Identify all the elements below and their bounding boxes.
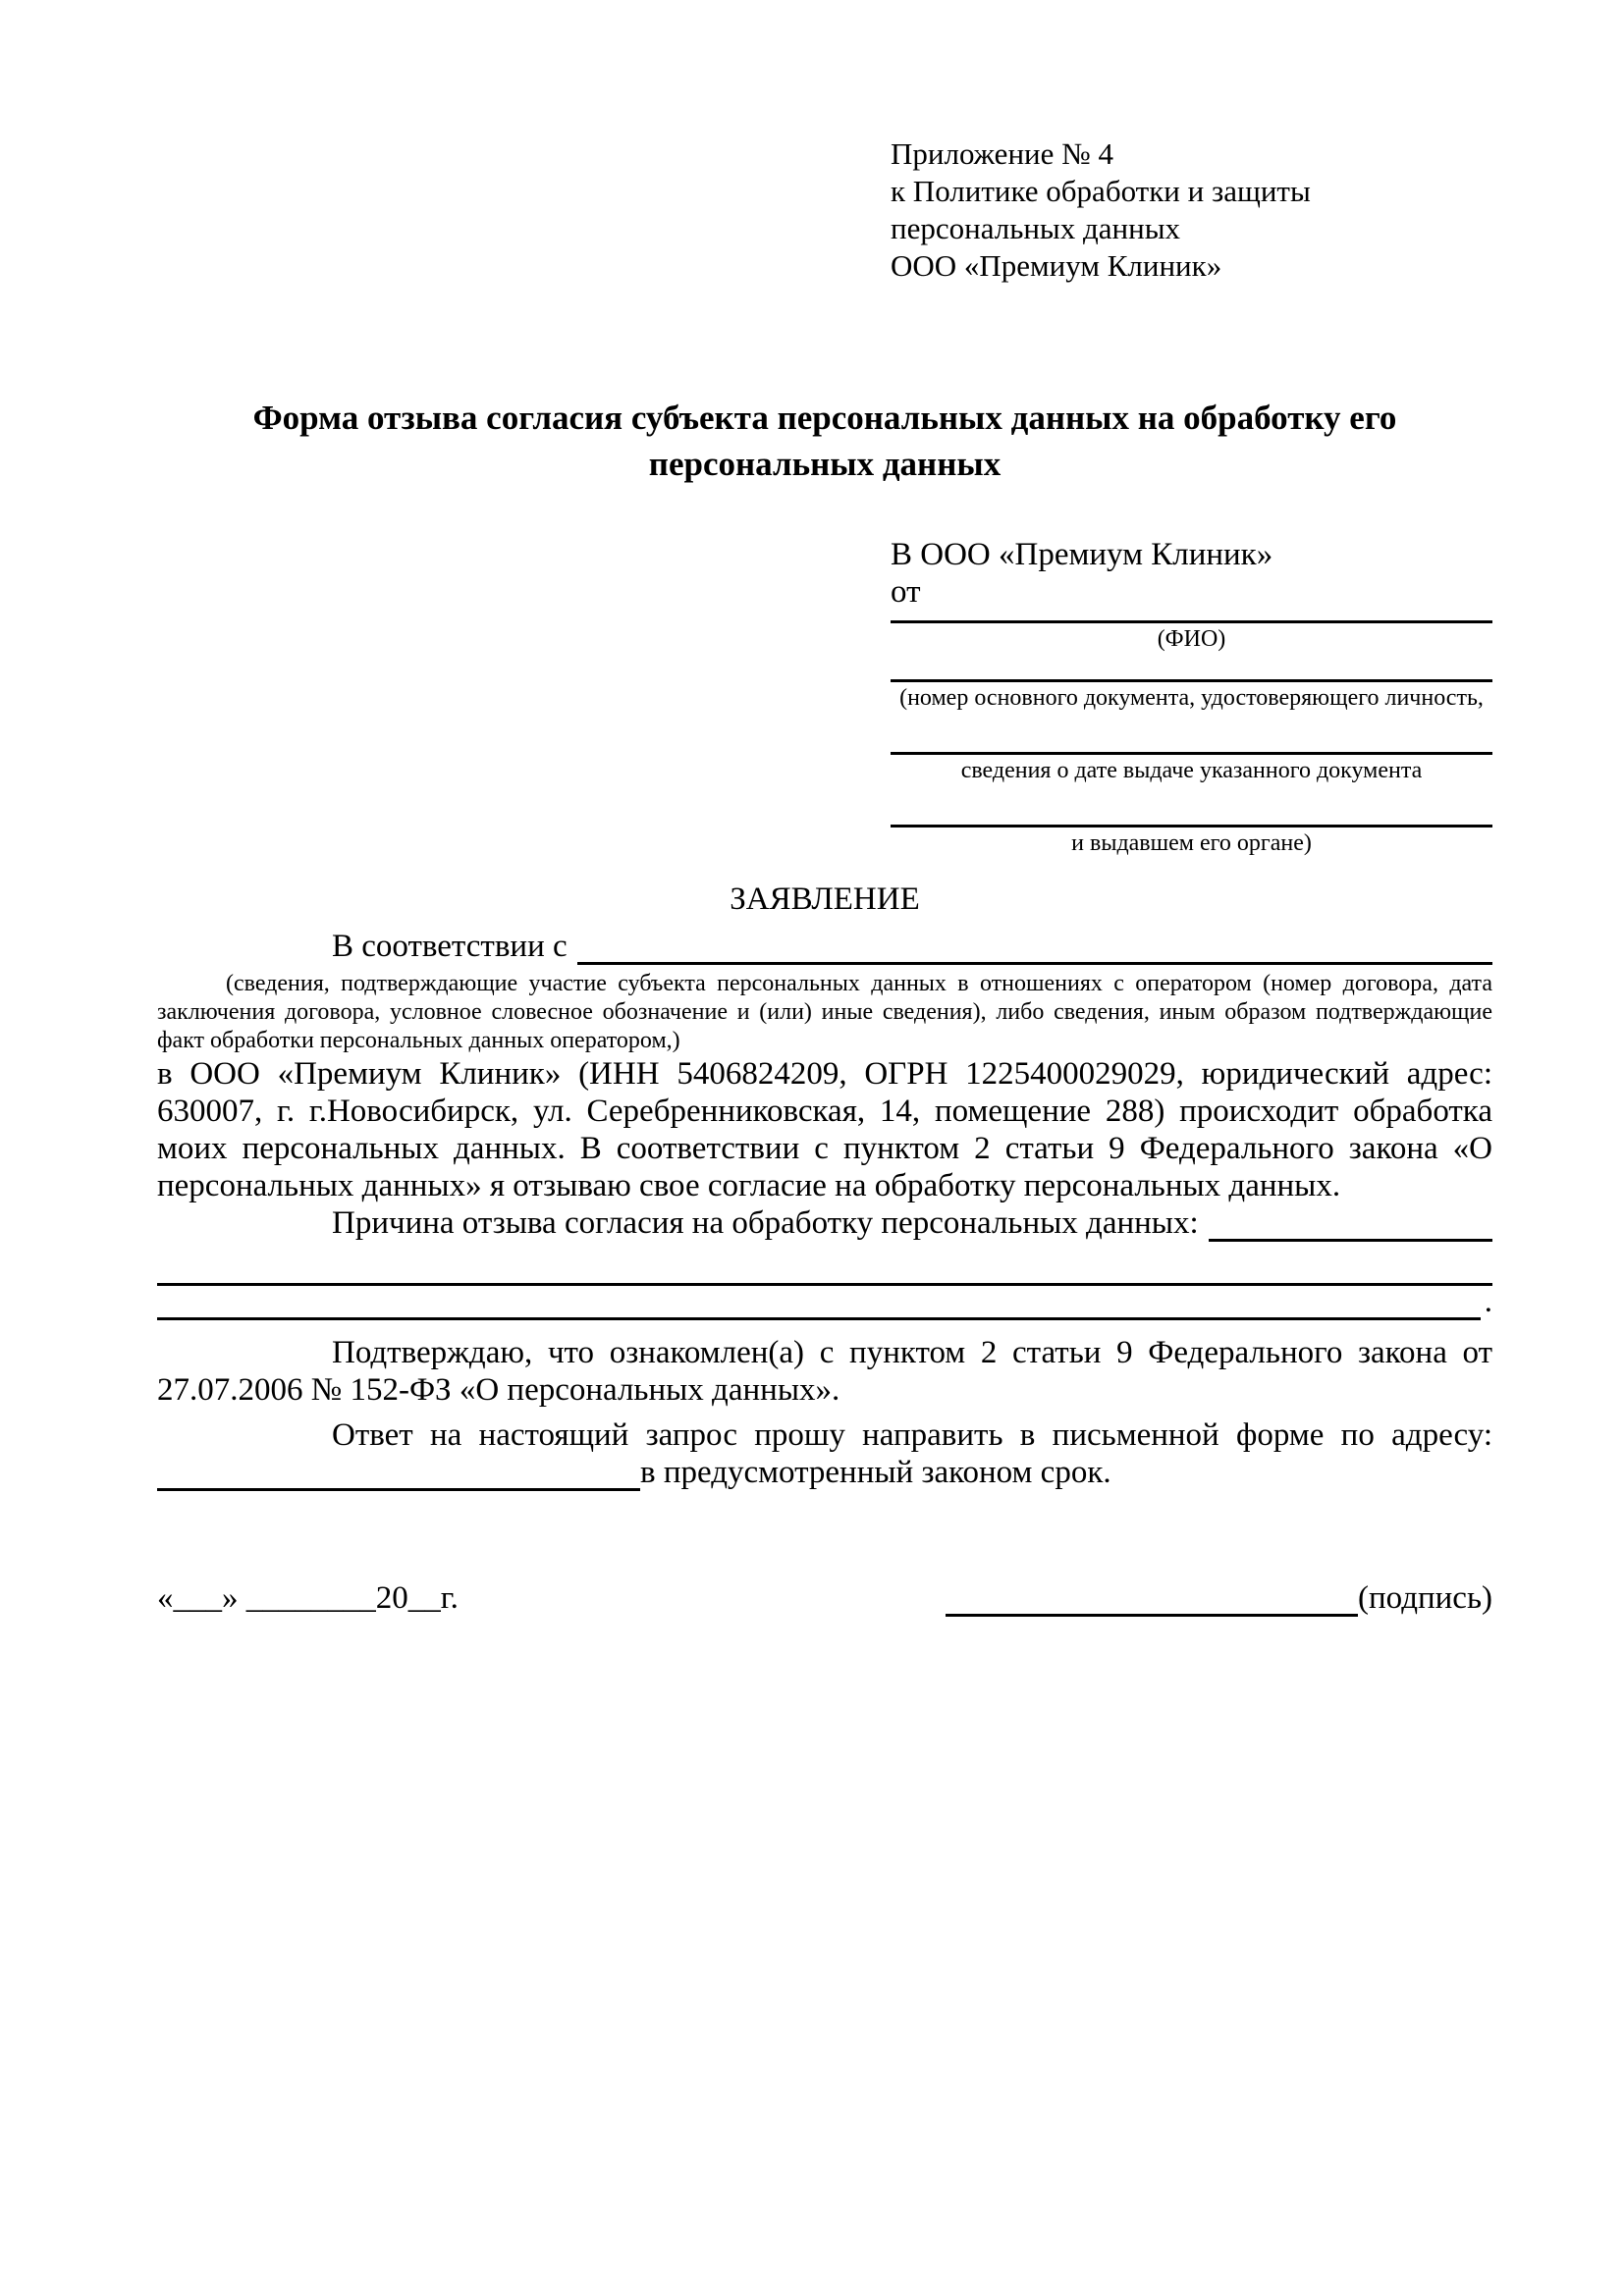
- reason-field-line-3-row: [157, 1286, 1492, 1320]
- basis-field-line[interactable]: [577, 928, 1492, 965]
- statement-intro-note: (сведения, подтверждающие участие субъекта персональных данных в отношениях с оператором (номер договора, дата заключения договора, условное словесное обозначение и (или) иные сведения), либо сведения, иным образом подтверждающие факт обработки персональных данных оператором,): [157, 971, 1492, 1053]
- fio-caption: (ФИО): [1157, 626, 1226, 652]
- intro-prefix-label: В соответствии с: [332, 929, 568, 964]
- statement-heading: ЗАЯВЛЕНИЕ: [730, 881, 920, 917]
- annex-block: [891, 135, 1492, 285]
- reply-request-paragraph: Ответ на настоящий запрос прошу направить в письменной форме по адресу:: [332, 1417, 1492, 1453]
- annex-line-2: к Политике обработки и защиты: [891, 174, 1311, 208]
- signoff-row: [157, 1579, 1492, 1617]
- doc-date-caption: сведения о дате выдаче указанного документа: [960, 758, 1423, 783]
- statement-intro-line: [157, 928, 1492, 965]
- date-line[interactable]: «___» ________20__г.: [157, 1580, 459, 1616]
- doc-issuer-field-line[interactable]: [891, 786, 1492, 828]
- fio-field-line[interactable]: [891, 611, 1492, 623]
- form-title: Форма отзыва согласия субъекта персональных данных на обработку его персональных данных: [252, 399, 1397, 483]
- addressee-to: В ООО «Премиум Клиник»: [891, 537, 1273, 572]
- signature-caption-label: (подпись): [1358, 1580, 1492, 1616]
- reason-terminator: .: [1484, 1284, 1492, 1319]
- addressee-block: [891, 536, 1492, 859]
- reason-line: [157, 1204, 1492, 1242]
- doc-date-field-line[interactable]: [891, 714, 1492, 755]
- doc-number-field-line[interactable]: [891, 655, 1492, 682]
- addressee-from-label: от: [891, 574, 921, 610]
- reply-address-row: [157, 1454, 1492, 1491]
- reason-label: Причина отзыва согласия на обработку персональных данных:: [332, 1205, 1199, 1241]
- signature-field-line[interactable]: [946, 1584, 1358, 1617]
- reason-field-line-1[interactable]: [1209, 1204, 1492, 1242]
- doc-number-caption: (номер основного документа, удостоверяющего личность,: [899, 685, 1484, 711]
- confirmation-paragraph: Подтверждаю, что ознакомлен(а) с пунктом 2 статьи 9 Федерального закона от 27.07.2006 № 152-ФЗ «О персональных данных».: [157, 1335, 1492, 1408]
- doc-issuer-caption: и выдавшем его органе): [1071, 830, 1312, 856]
- statement-body-paragraph: в ООО «Премиум Клиник» (ИНН 5406824209, ОГРН 1225400029029, юридический адрес: 630007, г. г.Новосибирск, ул. Серебренниковская, 14, помещение 288) происходит обработка моих персональных данных. В соответствии с пунктом 2 статьи 9 Федерального закона «О персональных данных» я отзываю свое согласие на обработку персональных данных.: [157, 1056, 1492, 1203]
- reply-suffix-label: в предусмотренный законом срок.: [640, 1455, 1111, 1490]
- annex-line-1: Приложение № 4: [891, 136, 1113, 171]
- annex-line-3: персональных данных: [891, 211, 1181, 245]
- reason-field-line-2[interactable]: [157, 1252, 1492, 1286]
- annex-line-4: ООО «Премиум Клиник»: [891, 248, 1222, 283]
- signature-group: [946, 1579, 1492, 1617]
- reason-field-line-3[interactable]: [157, 1317, 1481, 1320]
- reply-address-field-line[interactable]: [157, 1459, 640, 1491]
